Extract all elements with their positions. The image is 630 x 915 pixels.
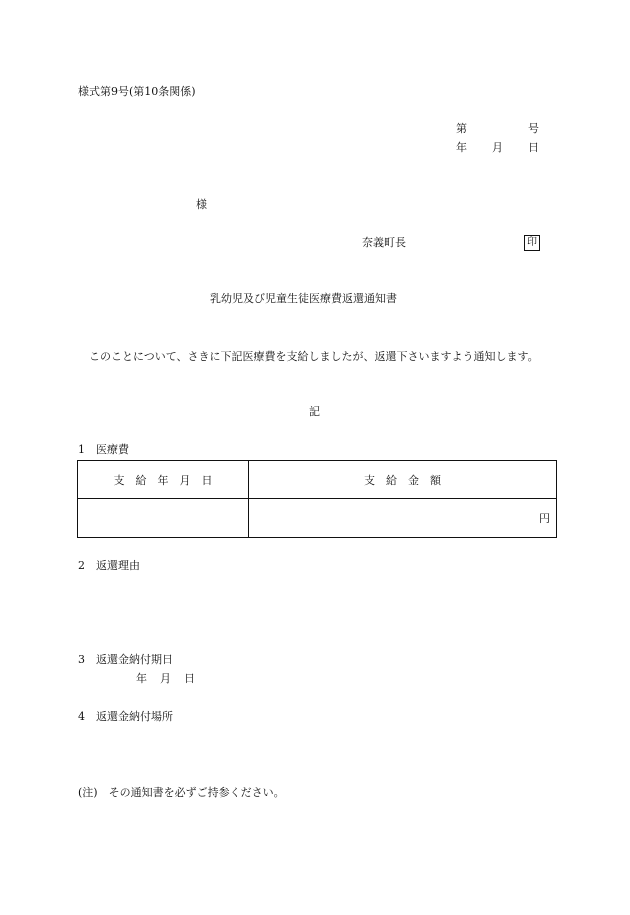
table-header-row [78, 461, 557, 499]
issue-date-day: 日 [528, 141, 539, 154]
payment-amount-cell[interactable]: 円 [249, 499, 557, 538]
issue-date-month: 月 [492, 141, 503, 154]
table-row [78, 499, 557, 538]
form-number: 様式第9号(第10条関係) [78, 85, 196, 98]
section-2-label: 2 返還理由 [78, 559, 140, 572]
section-3-label: 3 返還金納付期日 [78, 653, 173, 666]
ki-heading: 記 [309, 405, 320, 418]
document-title: 乳幼児及び児童生徒医療費返還通知書 [210, 292, 397, 305]
note-text: (注) その通知書を必ずご持参ください。 [78, 786, 285, 799]
payment-date-header: 支 給 年 月 日 [78, 461, 249, 499]
section-1-label: 1 医療費 [78, 443, 129, 456]
issuer-name: 奈義町長 [362, 236, 406, 249]
seal-mark: 印 [524, 235, 540, 251]
payment-date-cell[interactable] [78, 499, 249, 538]
fee-table [77, 460, 557, 538]
due-date-month: 月 [160, 672, 171, 685]
body-text: このことについて、さきに下記医療費を支給しましたが、返還下さいますよう通知します。 [89, 350, 539, 363]
section-4-label: 4 返還金納付場所 [78, 710, 173, 723]
due-date-year: 年 [136, 672, 147, 685]
addressee-suffix: 様 [196, 198, 207, 211]
issue-date-year: 年 [456, 141, 467, 154]
doc-number-prefix: 第 [456, 122, 467, 135]
due-date-day: 日 [184, 672, 195, 685]
doc-number-suffix: 号 [528, 122, 539, 135]
payment-amount-header: 支 給 金 額 [249, 461, 557, 499]
